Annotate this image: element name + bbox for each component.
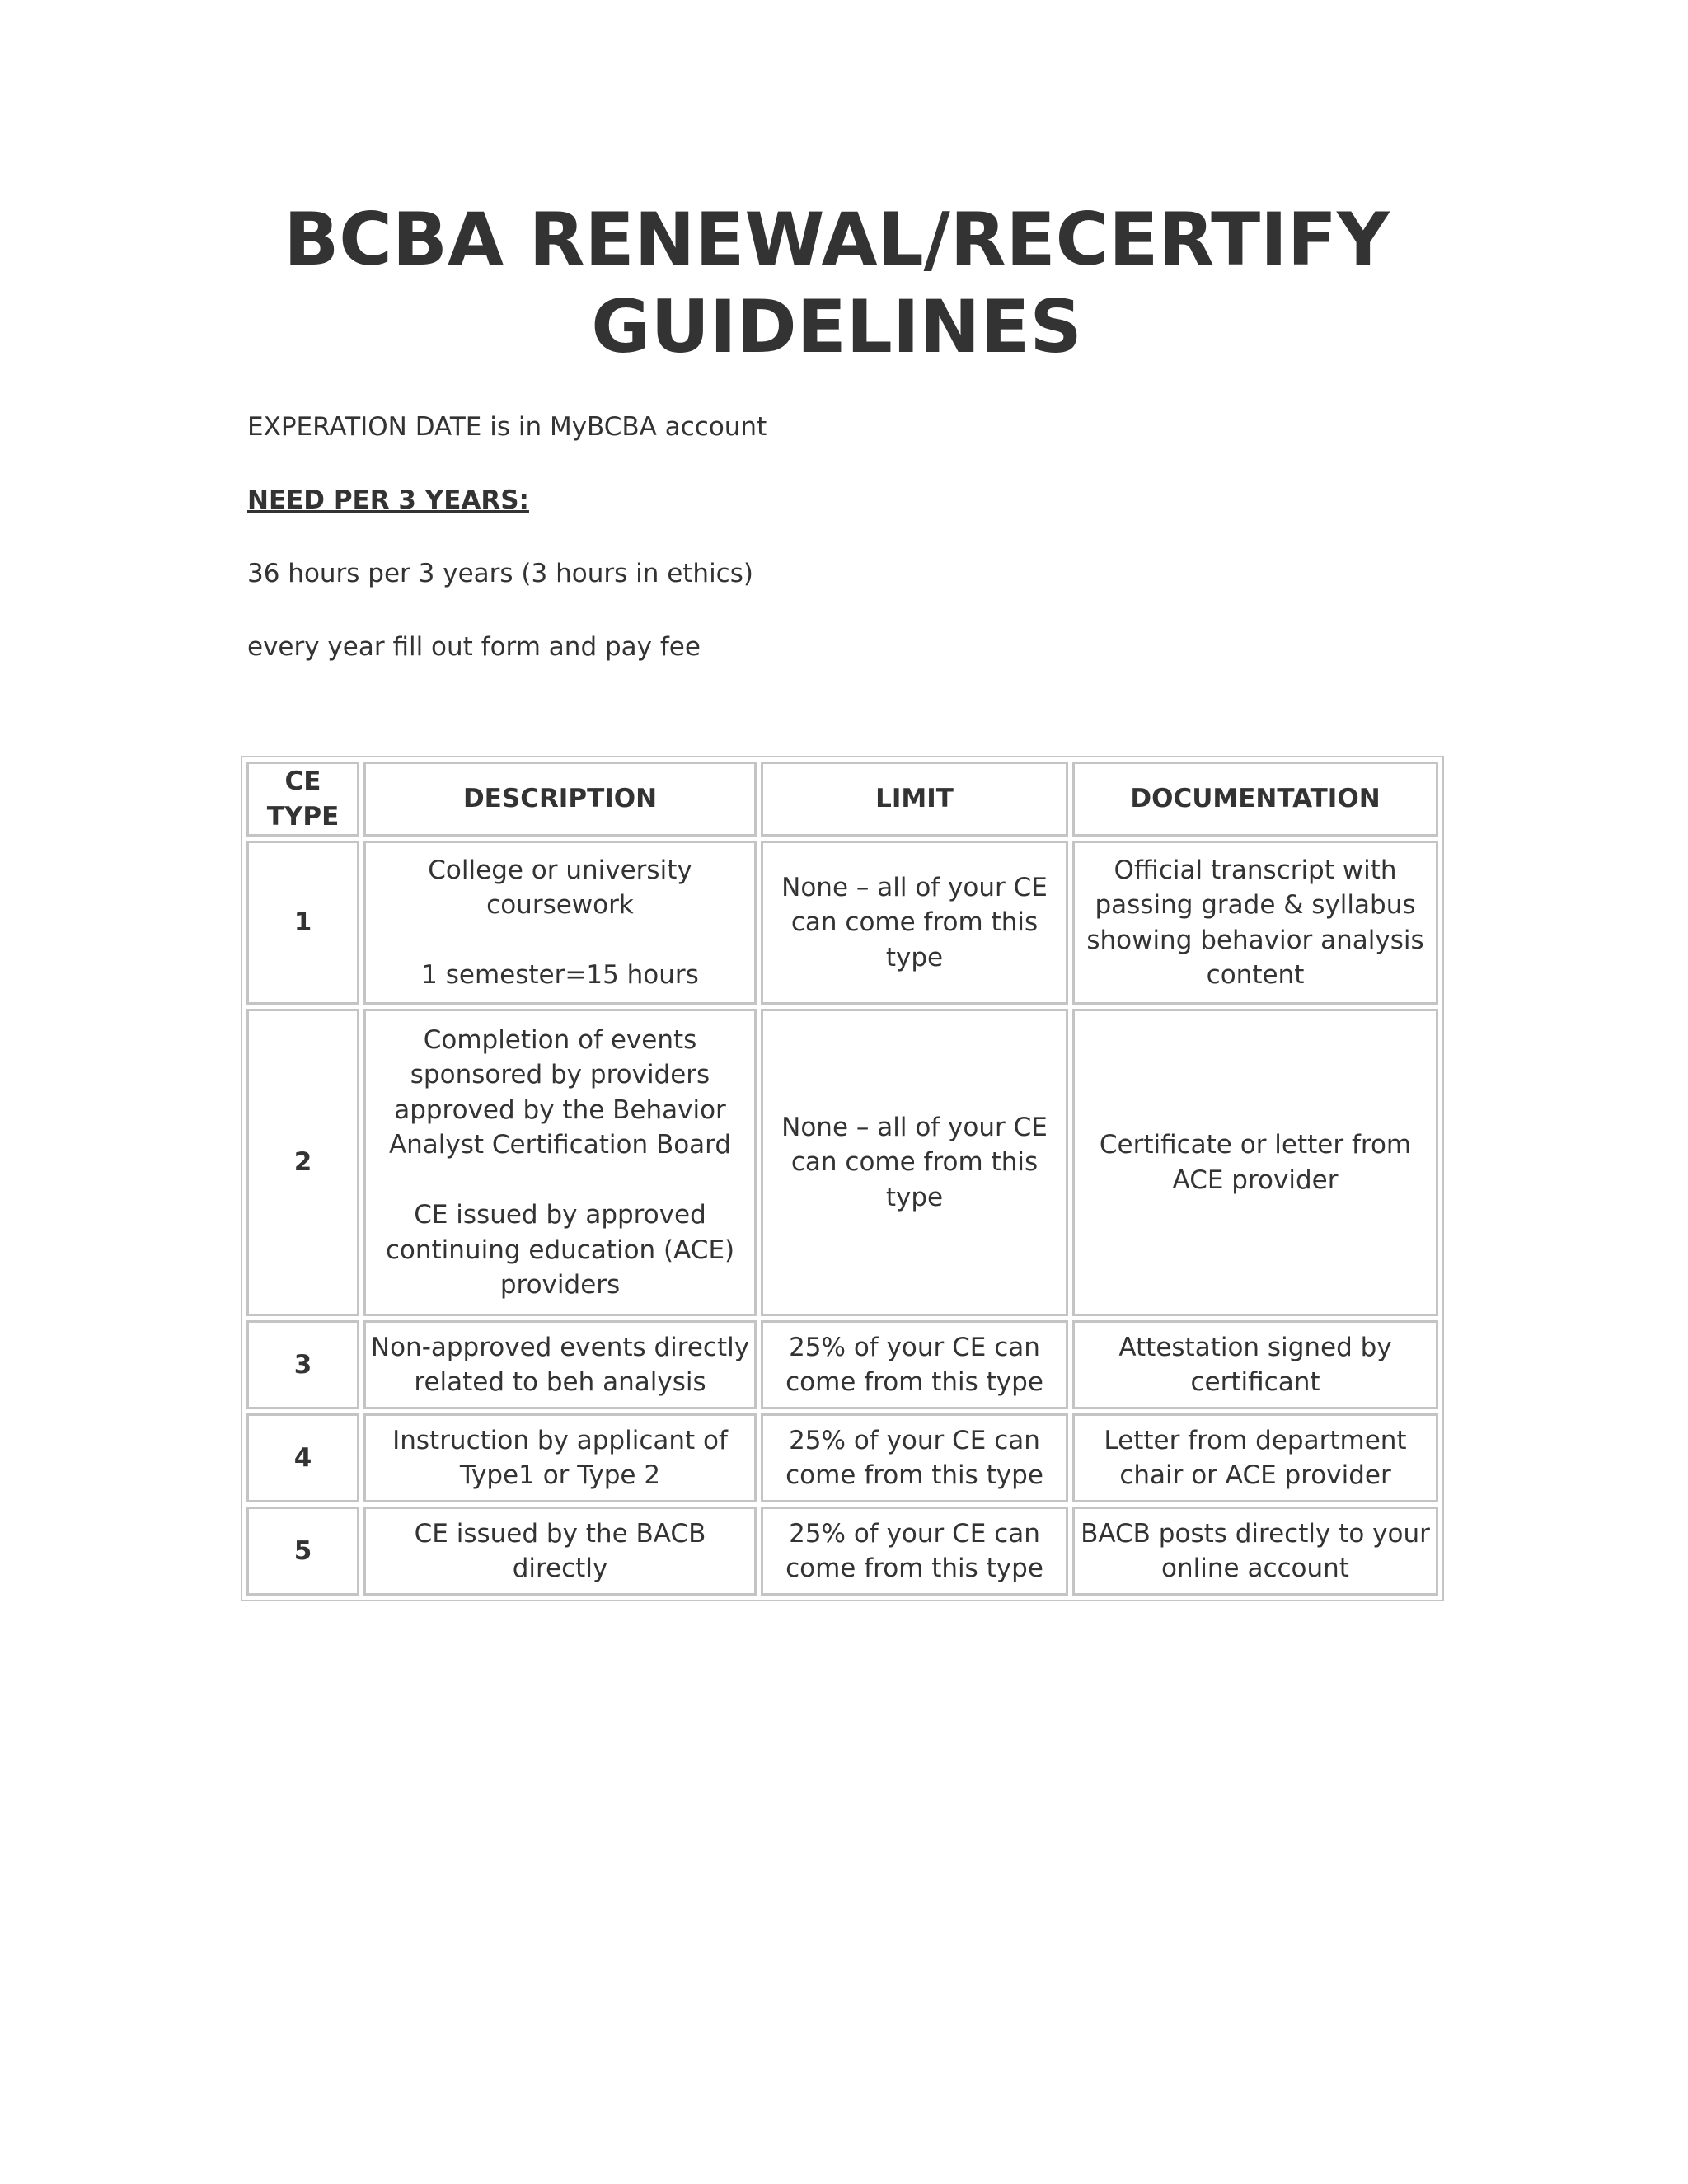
- header-ce-type: CE TYPE: [246, 762, 359, 837]
- limit-cell: 25% of your CE can come from this type: [761, 1413, 1068, 1502]
- description-text: College or university coursework: [428, 855, 692, 920]
- ce-type-cell: 4: [246, 1413, 359, 1502]
- description-cell: [363, 841, 757, 1005]
- table-header-row: [246, 762, 1438, 837]
- description-cell: Instruction by applicant of Type1 or Type 2: [363, 1413, 757, 1502]
- documentation-cell: Attestation signed by certificant: [1072, 1320, 1438, 1409]
- table-row: [246, 1507, 1438, 1596]
- yearly-requirement: every year fill out form and pay fee: [247, 632, 701, 662]
- documentation-cell: Certificate or letter from ACE provider: [1072, 1009, 1438, 1316]
- documentation-cell: Official transcript with passing grade & syllabus showing behavior analysis content: [1072, 841, 1438, 1005]
- need-heading: NEED PER 3 YEARS:: [247, 485, 529, 515]
- limit-cell: None – all of your CE can come from this type: [761, 1009, 1068, 1316]
- limit-cell: None – all of your CE can come from this type: [761, 841, 1068, 1005]
- description-text: Completion of events sponsored by providers approved by the Behavior Analyst Certification Board: [388, 1024, 732, 1160]
- table-row: [246, 841, 1438, 1005]
- ce-type-cell: 3: [246, 1320, 359, 1409]
- ce-types-table: [241, 756, 1444, 1601]
- description-extra-text: 1 semester=15 hours: [421, 960, 699, 990]
- table-row: [246, 1320, 1438, 1409]
- documentation-cell: BACB posts directly to your online account: [1072, 1507, 1438, 1596]
- description-cell: [363, 1009, 757, 1316]
- header-description: DESCRIPTION: [363, 762, 757, 837]
- expiration-note: EXPERATION DATE is in MyBCBA account: [247, 412, 767, 442]
- header-limit: LIMIT: [761, 762, 1068, 837]
- limit-cell: 25% of your CE can come from this type: [761, 1320, 1068, 1409]
- hours-requirement: 36 hours per 3 years (3 hours in ethics): [247, 559, 753, 588]
- ce-type-cell: 5: [246, 1507, 359, 1596]
- description-cell: Non-approved events directly related to beh analysis: [363, 1320, 757, 1409]
- ce-type-cell: 2: [246, 1009, 359, 1316]
- table-row: [246, 1009, 1438, 1316]
- documentation-cell: Letter from department chair or ACE provider: [1072, 1413, 1438, 1502]
- ce-type-cell: 1: [246, 841, 359, 1005]
- table-row: [246, 1413, 1438, 1502]
- page-title: BCBA RENEWAL/RECERTIFY GUIDELINES: [284, 197, 1390, 369]
- limit-cell: 25% of your CE can come from this type: [761, 1507, 1068, 1596]
- description-cell: CE issued by the BACB directly: [363, 1507, 757, 1596]
- description-extra-text: CE issued by approved continuing education (ACE) providers: [385, 1200, 735, 1300]
- header-documentation: DOCUMENTATION: [1072, 762, 1438, 837]
